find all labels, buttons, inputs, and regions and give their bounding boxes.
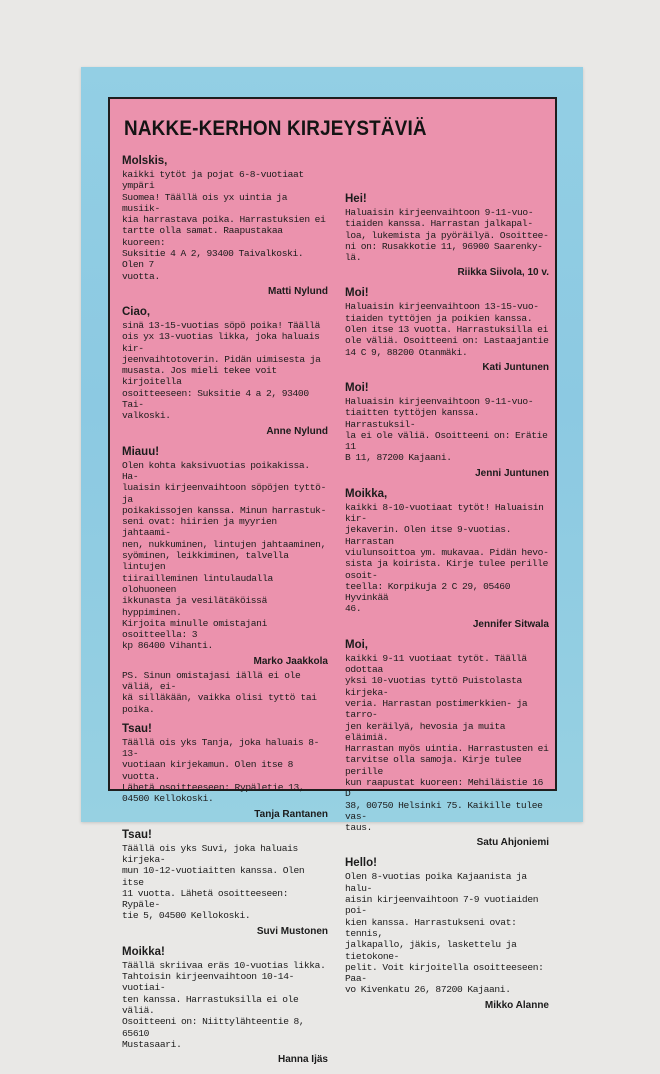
letter-text: kaikki 9-11 vuotiaat tytöt. Täällä odottaa yksi 10-vuotias tyttö Puistolasta kirjeka- veria. Harrastan postimerkkien- ja tarro- jen keräilyä, hevosia ja muita eläimiä. Harrastan myös uintia. Harrastusten ei tarvitse olla samoja. Kirje tulee perille kun raapustat kuoreen: Mehiläistie 16 D 38, 00750 Helsinki 75. Kaikille tulee vas- taus. [345,652,549,834]
letter-entry [122,155,328,298]
letter-greeting: Moikka! [122,945,165,958]
letter-text: Olen kohta kaksivuotias poikakissa. Ha- luaisin kirjeenvaihtoon söpöjen tyttö- ja poikakissojen kanssa. Minun harrastuk- seni ovat: hiirien ja myyrien jahtaami- nen, nukkuminen, lintujen jahtaaminen, syöminen, leikkiminen, talvella lintujen tiirailleminen lintulaudalla olohuoneen ikkunasta ja vesilätäköissä hyppiminen. Kirjoita minulle omistajani osoitteella: 3 kp 86400 Vihanti. [122,459,326,652]
letter-text: Haluaisin kirjeenvaihtoon 13-15-vuo- tiaiden tyttöjen ja poikien kanssa. Olen itse 13 vuotta. Harrastuksilla ei ole väliä. Osoitteeni on: Lastaajantie 14 C 9, 88200 Otanmäki. [345,301,549,358]
letter-text: kaikki tytöt ja pojat 6-8-vuotiaat ympäri Suomea! Täällä ois yx uintia ja musiik- kia harrastava poika. Harrastuksien ei tartte olla samat. Raapustakaa kuoreen: Suksitie 4 A 2, 93400 Taivalkoski. Olen 7 vuotta. [122,169,326,282]
letter-signature: Matti Nylund [268,285,328,297]
letter-entry [345,287,549,373]
letter-signature: Suvi Mustonen [256,925,328,937]
letter-greeting: Moi! [345,381,369,394]
letter-signature: Jenni Juntunen [475,467,549,479]
letter-entry [345,639,549,850]
letter-greeting: Hei! [345,193,367,205]
letter-text: kaikki 8-10-vuotiaat tytöt! Haluaisin kir- jekaverin. Olen itse 9-vuotias. Harrastan viulunsoittoa ym. mukavaa. Pidän hevo- sista ja koirista. Kirje tulee perille osoit- teella: Korpikuja 2 C 29, 05460 Hyvinkää 46. [345,501,549,615]
letter-entry [122,723,328,821]
letter-signature: Tanja Rantanen [254,808,328,820]
letter-postscript: PS. Sinun omistajasi iällä ei ole väliä, ei- kä silläkään, vaikka olisi tyttö tai poika. [122,669,317,715]
letter-greeting: Ciao, [122,305,151,318]
letter-greeting: Tsau! [122,722,152,735]
letter-signature: Riikka Siivola, 10 v. [457,267,549,279]
letter-entry [345,193,549,279]
letter-signature: Anne Nylund [266,425,328,437]
left-column [122,155,328,1074]
letter-text: Haluaisin kirjeenvaihtoon 9-11-vuo- tiaitten tyttöjen kanssa. Harrastuksil- la ei ole väliä. Osoitteeni on: Erätie 11 B 11, 87200 Kajaani. [345,395,548,464]
letter-greeting: Tsau! [122,828,152,841]
letter-signature: Mikko Alanne [484,999,549,1011]
letter-entry [122,829,328,938]
page-title: NAKKE-KERHON KIRJEYSTÄVIÄ [124,117,427,140]
letter-greeting: Miauu! [122,445,160,458]
letter-greeting: Hello! [345,857,377,870]
letter-text: Täällä ois yks Tanja, joka haluais 8-13- vuotiaan kirjekamun. Olen itse 8 vuotta. Lähetä osoitteeseen: Rypäletie 13, 04500 Kellokoski. [122,736,320,805]
letter-greeting: Moikka, [345,487,388,500]
letter-signature: Hanna Ijäs [277,1054,328,1066]
letter-text: Täällä skriivaa eräs 10-vuotias likka. Tahtoisin kirjeenvaihtoon 10-14-vuotiai- ten kanssa. Harrastuksilla ei ole väliä. Osoitteeni on: Niittylähteentie 8, 65610 Mustasaari. [122,959,326,1050]
letter-signature: Marko Jaakkola [253,655,328,667]
letter-entry [122,446,328,715]
letter-signature: Satu Ahjoniemi [476,837,549,849]
letter-text: sinä 13-15-vuotias söpö poika! Täällä ois yx 13-vuotias likka, joka haluais kir- jeenvaihtotoverin. Pidän uimisesta ja musasta. Jos mieli tekee voit kirjoitella osoitteeseen: Suksitie 4 a 2, 93400 Tai- valkoski. [122,319,321,422]
letter-greeting: Moi, [345,638,368,651]
letter-entry [345,382,549,480]
letter-entry [122,306,328,438]
letter-entry [345,857,549,1011]
letter-entry [345,488,549,631]
right-column [345,193,549,1020]
letter-signature: Kati Juntunen [482,361,549,373]
letter-text: Haluaisin kirjeenvaihtoon 9-11-vuo- tiaiden kanssa. Harrastan jalkapal- loa, lukemista ja pyöräilyä. Osoittee- ni on: Rusakkotie 11, 96900 Saarenky- lä. [345,207,549,264]
letter-entry [122,946,328,1066]
letter-greeting: Moi! [345,287,369,300]
letter-greeting: Molskis, [122,155,168,167]
letter-signature: Jennifer Sitwala [472,618,549,630]
letter-text: Olen 8-vuotias poika Kajaanista ja halu- aisin kirjeenvaihtoon 7-9 vuotiaiden poi- kien kanssa. Harrastukseni ovat: tennis, jalkapallo, jäkis, laskettelu ja tietokone- pelit. Voit kirjoitella osoitteeseen: Paa- vo Kivenkatu 26, 87200 Kajaani. [345,871,544,996]
letter-text: Täällä ois yks Suvi, joka haluais kirjeka- mun 10-12-vuotiaitten kanssa. Olen itse 11 vuotta. Lähetä osoitteeseen: Rypäle- tie 5, 04500 Kellokoski. [122,842,305,922]
